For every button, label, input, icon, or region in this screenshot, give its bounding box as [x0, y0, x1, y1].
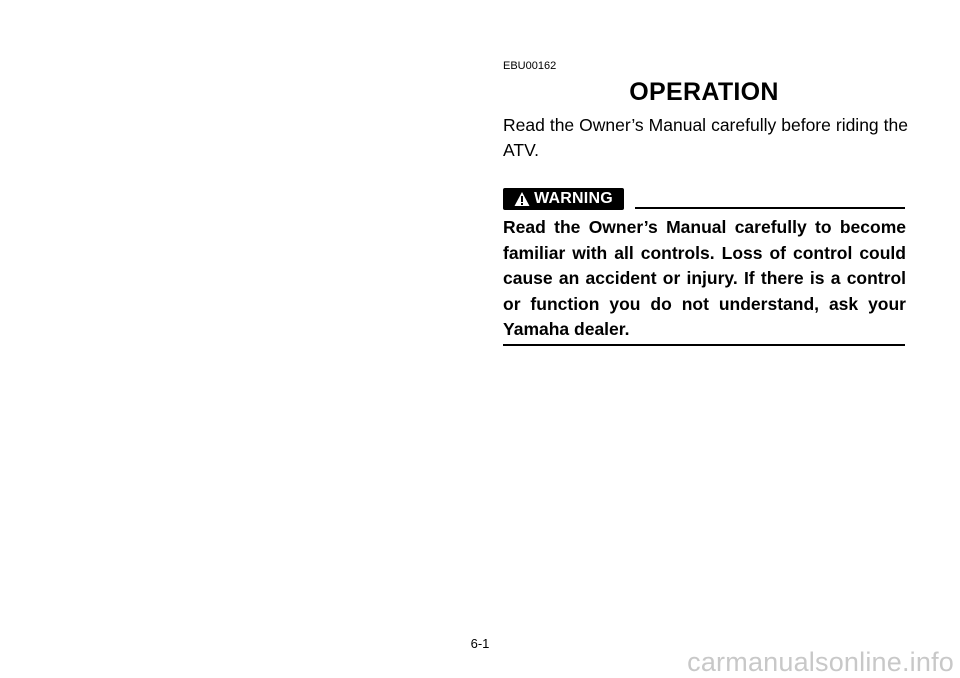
warning-label: WARNING [534, 190, 613, 207]
intro-paragraph: Read the Owner’s Manual carefully before riding the ATV. [503, 115, 908, 160]
watermark: carmanualsonline.info [687, 647, 954, 677]
warning-header [503, 188, 905, 210]
warning-bottom-rule [503, 344, 905, 346]
section-code: EBU00162 [503, 60, 557, 72]
page-title: OPERATION [629, 78, 779, 106]
warning-badge [503, 188, 624, 210]
warning-top-rule [635, 207, 905, 209]
warning-triangle-icon [514, 191, 530, 207]
page-number: 6-1 [470, 636, 490, 651]
warning-text: Read the Owner’s Manual carefully to become familiar with all controls. Loss of control could cause an accident or injury. If there is a control or function you do not understand, ask your Yamaha dealer. [503, 217, 906, 339]
